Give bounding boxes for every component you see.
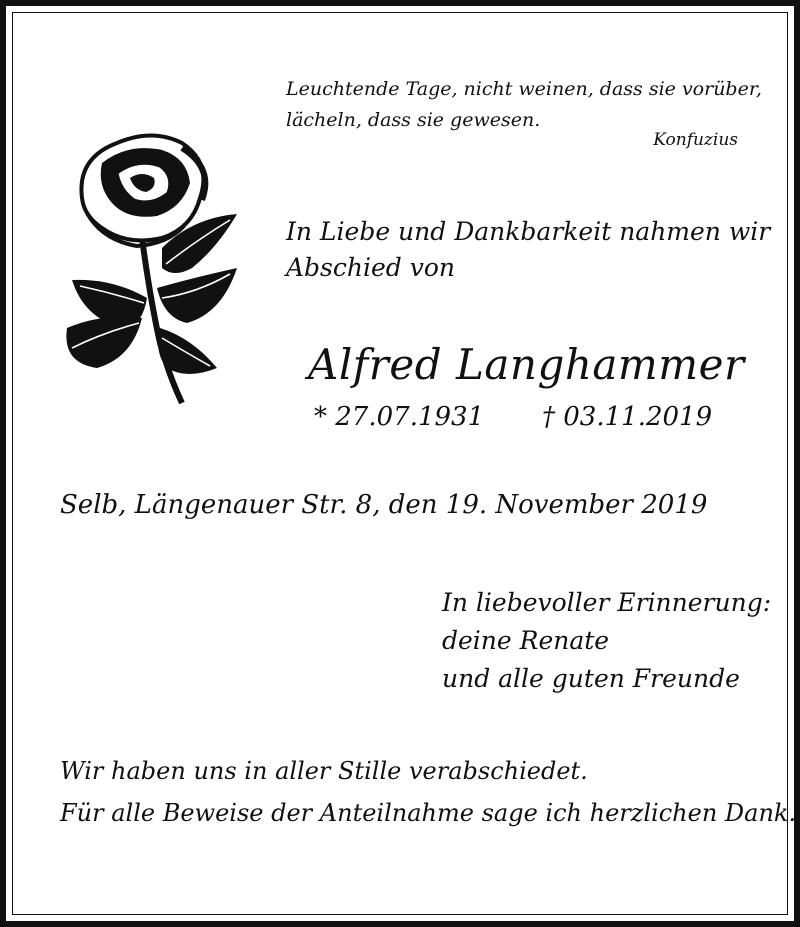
closing-text: [60, 750, 796, 834]
quote-line-1: Leuchtende Tage, nicht weinen, dass sie vorüber,: [286, 78, 762, 100]
closing-line-2: Für alle Beweise der Anteilnahme sage ich herzlichen Dank.: [60, 799, 797, 827]
rose-icon: [42, 128, 242, 408]
deceased-name: Alfred Langhammer: [308, 340, 745, 389]
closing-line-1: Wir haben uns in aller Stille verabschiedet.: [60, 757, 588, 785]
place-date: Selb, Längenauer Str. 8, den 19. November 2019: [60, 490, 708, 520]
signature-line-3: und alle guten Freunde: [442, 664, 740, 693]
quote: [286, 74, 762, 136]
quote-author: Konfuzius: [653, 130, 738, 150]
signature-block: [442, 584, 771, 698]
signature-line-2: deine Renate: [442, 626, 610, 655]
intro-line-2: Abschied von: [286, 253, 456, 282]
quote-line-2: lächeln, dass sie gewesen.: [286, 109, 541, 131]
intro-text: [286, 214, 770, 286]
intro-line-1: In Liebe und Dankbarkeit nahmen wir: [286, 217, 771, 246]
signature-line-1: In liebevoller Erinnerung:: [442, 588, 772, 617]
birth-date: * 27.07.1931: [314, 402, 485, 432]
death-date: † 03.11.2019: [542, 402, 713, 432]
